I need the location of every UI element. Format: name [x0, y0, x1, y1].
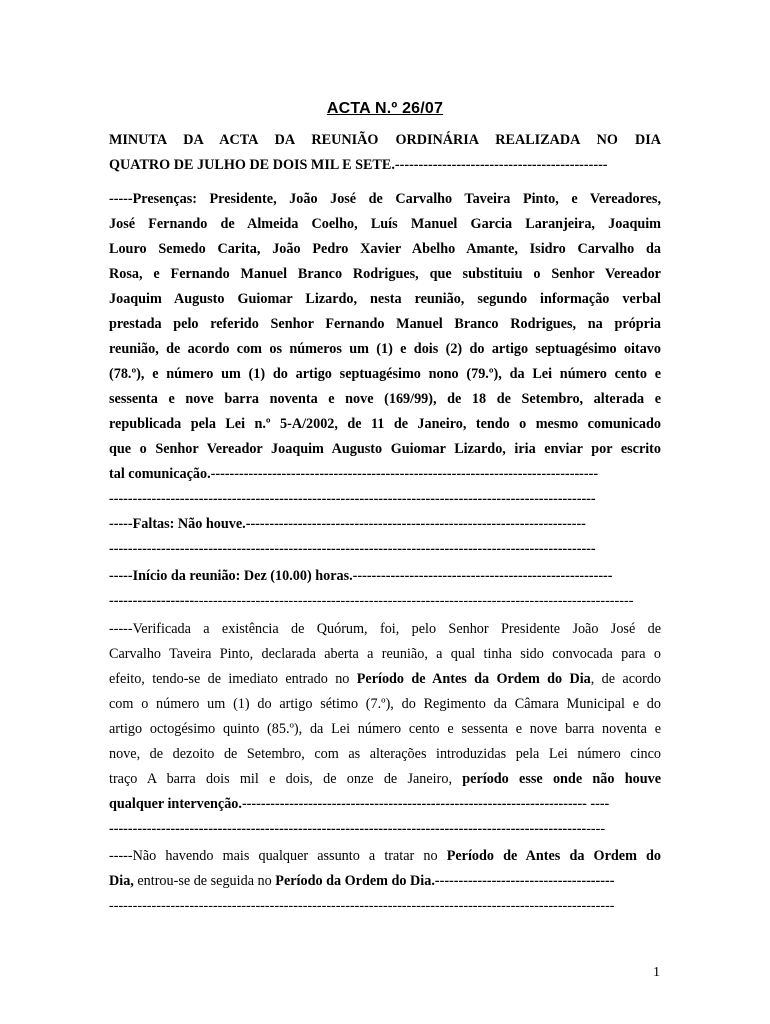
verificada-line-4: com o número um (1) do artigo sétimo (7.º), do Regimento da Câmara Municipal e do	[109, 696, 661, 712]
presencas-line: Joaquim Augusto Guiomar Lizardo, nesta reunião, segundo informação verbal	[109, 291, 661, 307]
inicio-line: -----Início da reunião: Dez (10.00) horas.-------------------------------------------------------	[109, 568, 613, 584]
verificada-line-5: artigo octogésimo quinto (85.º), da Lei número cento e sessenta e nove barra noventa e	[109, 721, 661, 737]
presencas-filler: -------------------------------------------------------------------------------------------------------	[109, 491, 596, 507]
presencas-line: Rosa, e Fernando Manuel Branco Rodrigues, que substituiu o Senhor Vereador	[109, 266, 661, 282]
heading-line-2-text: QUATRO DE JULHO DE DOIS MIL E SETE.---------------------------------------------	[109, 157, 608, 173]
presencas-line: prestada pelo referido Senhor Fernando Manuel Branco Rodrigues, na própria	[109, 316, 661, 332]
verificada-line-6: nove, de dezoito de Setembro, com as alterações introduzidas pela Lei número cinco	[109, 746, 661, 762]
nao-havendo-line-2	[109, 872, 661, 890]
page-number: 1	[653, 965, 660, 980]
presencas-line: sessenta e nove barra noventa e nove (169/99), de 18 de Setembro, alterada e	[109, 391, 661, 407]
verificada-line-2: Carvalho Taveira Pinto, declarada aberta a reunião, a qual tinha sido convocada para o	[109, 646, 661, 662]
verificada-filler-regular: ----	[586, 821, 606, 837]
nao-havendo-line-1	[109, 847, 661, 865]
document-title: ACTA N.º 26/07	[326, 100, 444, 117]
faltas-line: -----Faltas: Não houve.------------------------------------------------------------------------	[109, 516, 586, 532]
faltas-filler: -------------------------------------------------------------------------------------------------------	[109, 541, 596, 557]
verificada-filler-bold: -----------------------------------------------------------------------------------------------------	[109, 821, 587, 837]
presencas-line: que o Senhor Vereador Joaquim Augusto Guiomar Lizardo, iria enviar por escrito	[109, 441, 661, 457]
inicio-filler-bold: ------------------	[109, 593, 195, 609]
inicio-filler	[109, 592, 661, 610]
periodo-antes-ordem-emphasis-2: Período de Antes da Ordem do	[446, 848, 661, 864]
verificada-line-3	[109, 670, 661, 688]
inicio-filler-regular: ---------------------------------------------------------------------------------------------	[194, 593, 634, 609]
verificada-line-7	[109, 770, 661, 788]
verificada-line-3-c: , de acordo	[590, 671, 661, 687]
nao-havendo-filler: -----------------------------------------------------------------------------------------------------------	[109, 898, 615, 914]
presencas-line: reunião, de acordo com os números um (1) e dois (2) do artigo septuagésimo oitavo	[109, 341, 661, 357]
periodo-antes-ordem-emphasis: Período de Antes da Ordem do Dia	[356, 671, 591, 687]
verificada-line-3-a: efeito, tendo-se de imediato entrado no	[109, 671, 357, 687]
periodo-sem-intervencao-emphasis: período esse onde não houve	[462, 771, 661, 787]
presencas-line: José Fernando de Almeida Coelho, Luís Manuel Garcia Laranjeira, Joaquim	[109, 216, 661, 232]
presencas-line: republicada pela Lei n.º 5-A/2002, de 11 de Janeiro, tendo o mesmo comunicado	[109, 416, 661, 432]
nao-havendo-line-1-a: -----Não havendo mais qualquer assunto a tratar no	[109, 848, 447, 864]
heading-line-2	[109, 156, 661, 174]
periodo-ordem-dia-emphasis: Período da Ordem do Dia.--------------------------------------	[275, 873, 615, 889]
verificada-line-7-a: traço A barra dois mil e dois, de onze de Janeiro,	[109, 771, 463, 787]
verificada-filler	[109, 820, 661, 838]
nao-havendo-line-2-a: Dia,	[109, 873, 134, 889]
presencas-line: Louro Semedo Carita, João Pedro Xavier Abelho Amante, Isidro Carvalho da	[109, 241, 661, 257]
verificada-line-1: -----Verificada a existência de Quórum, foi, pelo Senhor Presidente João José de	[109, 621, 661, 637]
presencas-line: tal comunicação.----------------------------------------------------------------------------------	[109, 466, 599, 482]
nao-havendo-line-2-b: entrou-se de seguida no	[133, 873, 276, 889]
verificada-line-8: qualquer intervenção.------------------------------------------------------------------------- ----	[109, 796, 610, 812]
presencas-line: -----Presenças: Presidente, João José de Carvalho Taveira Pinto, e Vereadores,	[109, 191, 661, 207]
heading-line-1: MINUTA DA ACTA DA REUNIÃO ORDINÁRIA REALIZADA NO DIA	[109, 132, 661, 148]
presencas-line: (78.º), e número um (1) do artigo septuagésimo nono (79.º), da Lei número cento e	[109, 366, 661, 382]
